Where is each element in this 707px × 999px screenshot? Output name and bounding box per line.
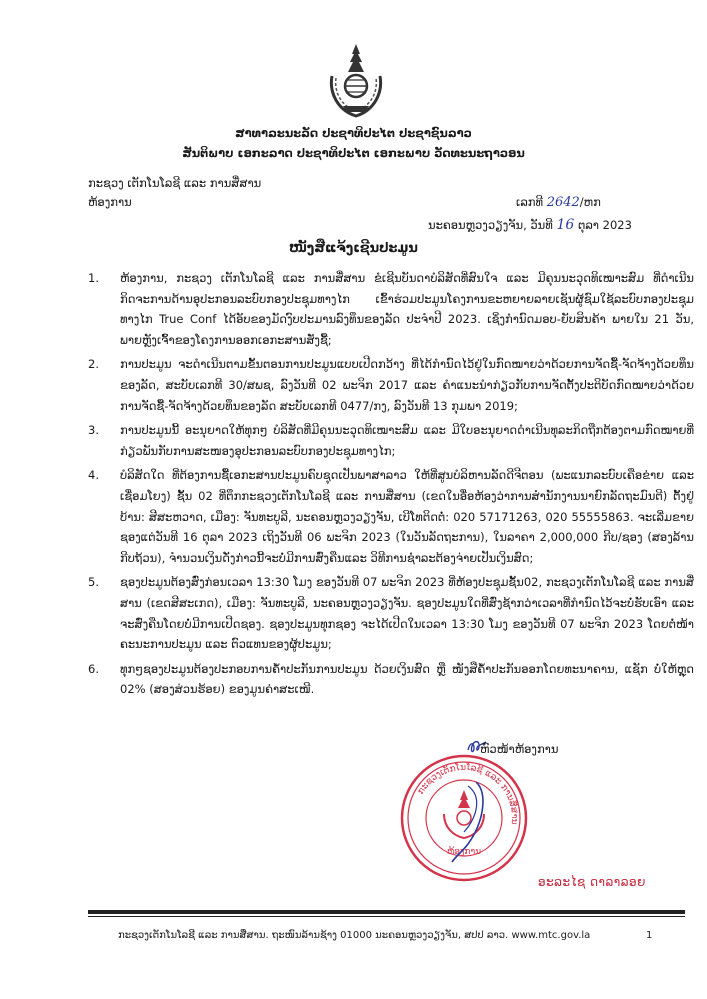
item-text: ຊອງປະມູນຕ້ອງສົ່ງກ່ອນເວລາ 13:30 ໂມງ ຂອງວັນທີ 07 ພະຈິກ 2023 ທີ່ຫ້ອງປະຊຸມຊັ້ນ02, ກະຊວງເຕັກໂນໂລຊີ ແລະ ການສື່ສານ (ເຂດສີສະເກດ), ເມືອງ: ຈັນທະບູລີ, ນະຄອນຫຼວງວຽງຈັນ. ຊອງປະມູນໃດທີ່ສົ່ງຊ້າກວ່າເວລາທີ່ກຳນົດໄວ້ຈະບໍ່ຮັບເອົາ ແລະ ຈະສົ່ງຄືນໂດຍບໍ່ມີການເປີດຊອງ. ຊອງປະມູນທຸກຊອງ ຈະໄດ້ເປີດໃນເວລາ 13:30 ໂມງ ຂອງວັນທີ 07 ພະຈິກ 2023 ໂດຍຕໍ່ໜ້າຄະນະການປະມູນ ແລະ ຕົວແທນຂອງຜູ້ປະມູນ; (120, 575, 694, 652)
date-prefix: ນະຄອນຫຼວງວຽງຈັນ, ວັນທີ (428, 218, 553, 232)
footer-divider-thick (88, 910, 685, 914)
document-title: ໜັງສືແຈ້ງເຊີນປະມູນ (289, 241, 418, 256)
national-emblem (323, 40, 389, 120)
state-motto: ສັນຕິພາບ ເອກະລາດ ປະຊາທິປະໄຕ ເອກະພາບ ວັດທະນະຖາວອນ (182, 146, 525, 160)
item-number: 3. (88, 423, 99, 438)
page-number: 1 (646, 930, 653, 941)
reference-number (516, 195, 601, 210)
item-number: 6. (88, 661, 99, 676)
state-header: ສາທາລະນະລັດ ປະຊາທິປະໄຕ ປະຊາຊົນລາວ (235, 126, 472, 140)
seal-center-text: ຫ້ອງການ (446, 847, 482, 857)
list-item (88, 354, 694, 416)
signatory-name: ອະລະໄຊ ດາລາລອຍ (538, 875, 646, 889)
department-name: ຫ້ອງການ (88, 195, 132, 209)
reference-suffix: /ຫກ (579, 195, 601, 209)
footer-address: ກະຊວງເຕັກໂນໂລຊີ ແລະ ການສື່ສານ. ຖະໜົນລ້ານຊ້າງ 01000 ນະຄອນຫຼວງວຽງຈັນ, ສປປ ລາວ. www.mtc.gov.la (118, 930, 591, 941)
official-seal (398, 752, 530, 884)
list-item (88, 465, 694, 568)
item-number: 4. (88, 468, 99, 483)
seal-ring-text: ກະຊວງເຕັກໂນໂລຊີ ແລະ ການສື່ສານ (415, 762, 520, 825)
item-number: 5. (88, 575, 99, 590)
item-number: 2. (88, 357, 99, 372)
list-item (88, 268, 694, 350)
item-text: ຫ້ອງການ, ກະຊວງ ເຕັກໂນໂລຊີ ແລະ ການສື່ສານ ຂໍເຊີນບັນດາບໍລິສັດທີ່ສົນໃຈ ແລະ ມີຄຸນນະວຸດທິເໝາະສົມ ທີ່ດຳເນີນກິດຈະການດ້ານອຸປະກອນລະບົບກອງປະຊຸມທາງໄກ ເຂົ້າຮ່ວມປະມູນໂຄງການຂະຫຍາຍລາຍເຊັນຜູ້ຊົມໃຊ້ລະບົບກອງປະຊຸມທາງໄກ True Conf ໄດ້ອັບຂອງມັດງົບປະມານລົງທຶນຂອງລັດ ປະຈຳປີ 2023. ເຊິ່ງກຳນົດມອບ-ຍັບສິນຄ້າ ພາຍໃນ 21 ວັນ, ພາຍຫຼັງເຈົ້າຂອງໂຄງການອອກເອກະສານສັ່ງຊື້; (120, 271, 694, 347)
item-text: ບໍລິສັດໃດ ທີ່ຕ້ອງການຊື້ເອກະສານປະມູນຄົບຊຸດເປັນພາສາລາວ ໃຫ້ທີ່ສູນບໍລິຫານລັດດີຈີຕອນ (ພະແນກລະບົບເຄືອຂ່າຍ ແລະ ເຊື່ອມໂຍງ) ຊັ້ນ 02 ທີ່ຕຶກກະຊວງເຕັກໂນໂລຊີ ແລະ ການສື່ສານ (ເຂດໃນອື່ອຫ້ອງວ່າການສຳນັກງານນາຍົກລັດຖະມົນຕີ) ຕັ້ງຢູ່ບ້ານ: ສີສະຫວາດ, ເມືອງ: ຈັນທະບູລີ, ນະຄອນຫຼວງວຽງຈັນ, ເບີໂທຕິດຕໍ່: 020 57171263, 020 55555863. ຈະເລີ່ມຂາຍຊອງແຕ່ວັນທີ 16 ຕຸລາ 2023 ເຖິງວັນທີ 06 ພະຈິກ 2023 (ໃນວັນລັດຖະການ), ໃນລາຄາ 2,000,000 ກີບ/ຊອງ (ສອງລ້ານກີບຖ້ວນ), ຈຳນວນເງິນດັ່ງກ່າວນີ້ຈະບໍ່ມີການສົ່ງຄືນແລະ ວິທີການຊຳລະຕ້ອງຈ່າຍເປັນເງິນສົດ; (120, 468, 694, 565)
signatory-title: ຫົວໜ້າຫ້ອງການ (480, 742, 559, 756)
item-number: 1. (88, 271, 99, 285)
ministry-name: ກະຊວງ ເຕັກໂນໂລຊີ ແລະ ການສື່ສານ (88, 176, 262, 190)
list-item (88, 659, 694, 700)
reference-prefix: ເລກທີ (516, 195, 544, 209)
reference-handwritten-number: 2642 (546, 195, 580, 210)
list-item (88, 572, 694, 654)
footer-divider-thin (88, 916, 685, 917)
date-line (428, 217, 632, 233)
date-handwritten-day: 16 (556, 217, 575, 233)
item-text: ທຸກໆຊອງປະມູນຕ້ອງປະກອບການຄ້ຳປະກັນການປະມູນ ດ້ວຍເງິນສົດ ຫຼື ໜັງສືຄ້ຳປະກັນອອກໂດຍທະນາຄານ, ແຊັກ ບໍ່ໃຫ້ຫຼຸດ 02% (ສອງສ່ວນຮ້ອຍ) ຂອງມູນຄ່າສະເໜີ. (120, 661, 694, 697)
date-month-year: ຕຸລາ 2023 (577, 218, 632, 232)
item-text: ການປະມູນນີ້ ອະນຸຍາດໃຫ້ທຸກໆ ບໍລິສັດທີ່ມີຄຸນນະວຸດທິເໝາະສົມ ແລະ ມີໃບອະນຸຍາດດຳເນີນທຸລະກິດຖືກຕ້ອງຕາມກົດໝາຍທີ່ກ່ຽວພັນກັບການສະໜອງອຸປະກອນລະບົບກອງປະຊຸມທາງໄກ; (120, 423, 694, 458)
list-item (88, 420, 694, 461)
notice-items (88, 268, 694, 704)
item-text: ການປະມູນ ຈະດຳເນີນຕາມຂັ້ນຕອນການປະມູນແບບເປີດກວ້າງ ທີ່ໄດ້ກຳນົດໄວ້ຢູ່ໃນກົດໝາຍວ່າດ້ວຍການຈັດຊື້-ຈັດຈ້າງດ້ວຍທຶນຂອງລັດ, ສະບັບເລກທີ 30/ສພຊ, ລົງວັນທີ 02 ພະຈິກ 2017 ແລະ ຄຳແນະນຳກ່ຽວກັບການຈັດຕັ້ງປະຕິບັດກົດໝາຍວ່າດ້ວຍການຈັດຊື້-ຈັດຈ້າງດ້ວຍທຶນຂອງລັດ ສະບັບເລກທີ 0477/ກງ, ລົງວັນທີ 13 ກຸມພາ 2019; (120, 357, 694, 413)
